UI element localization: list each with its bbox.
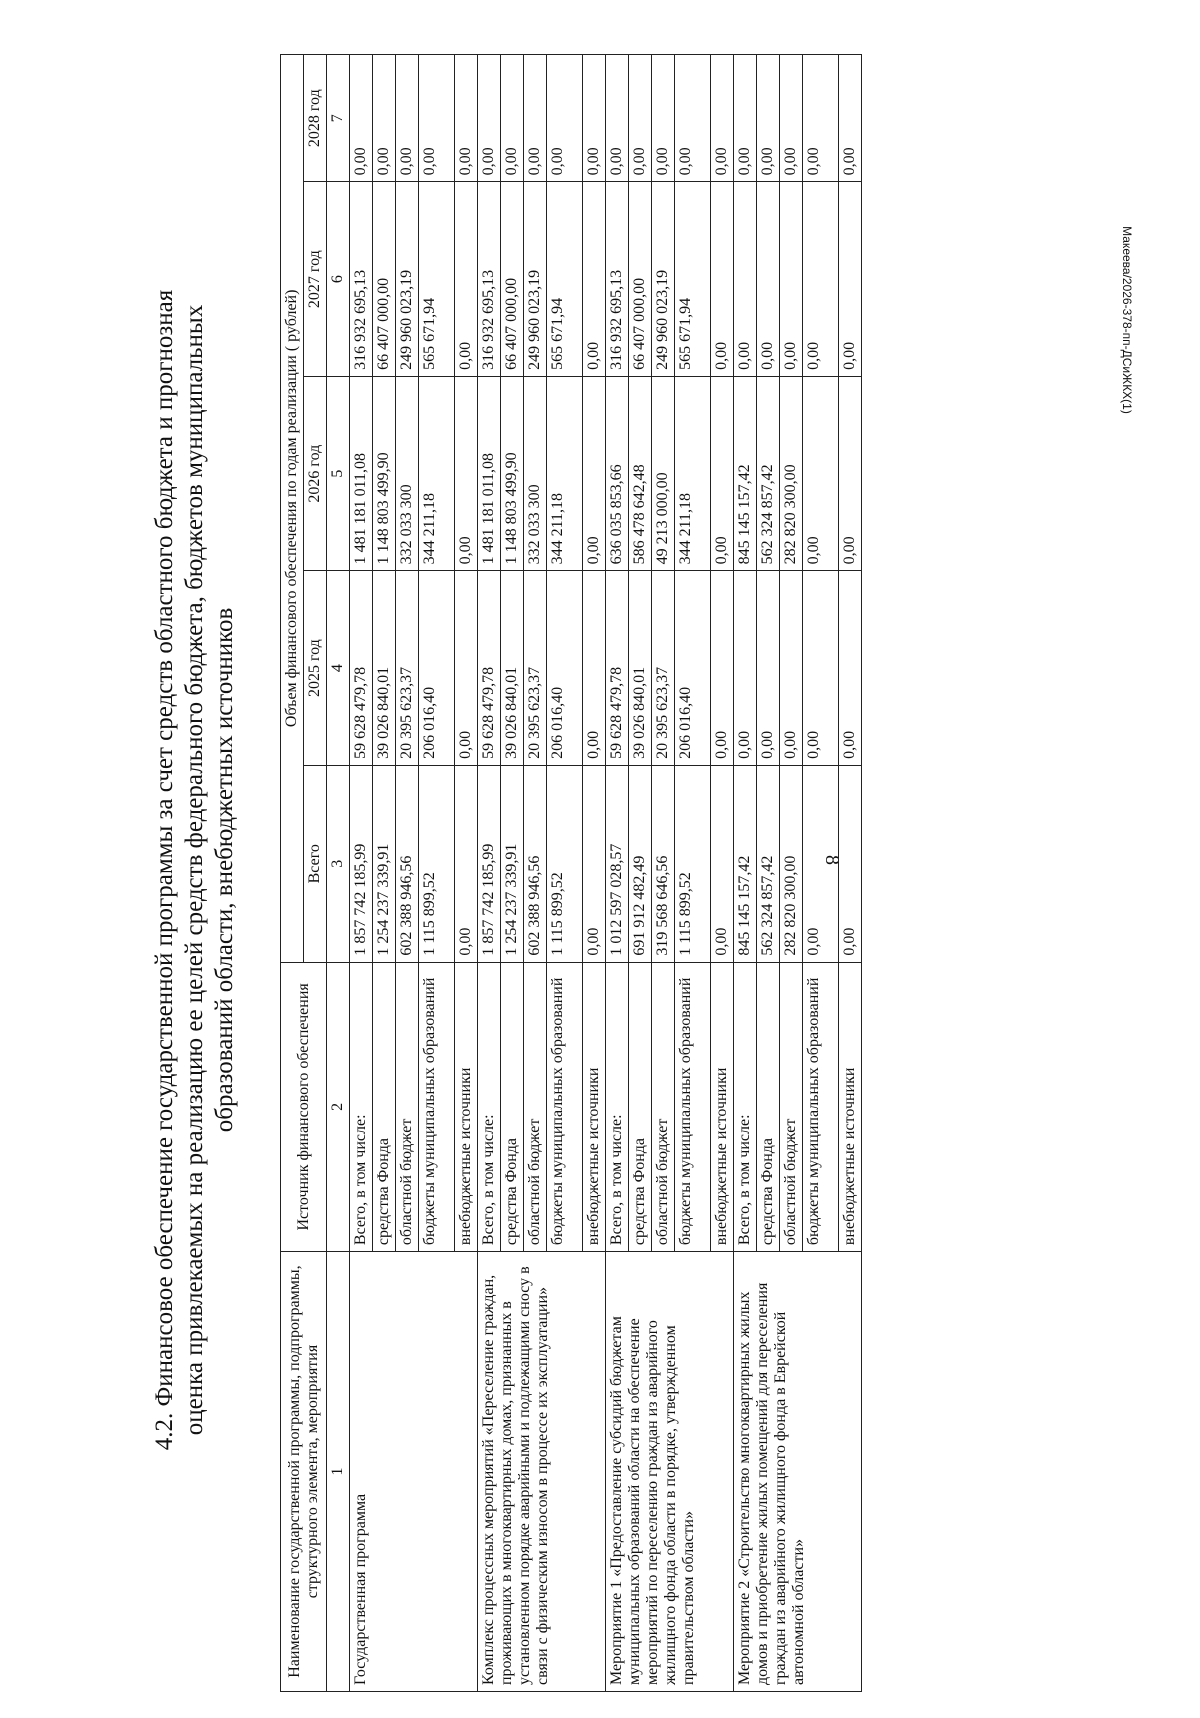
- amount-cell: 1 481 181 011,08: [478, 376, 501, 570]
- amount-cell: 49 213 000,00: [652, 376, 675, 570]
- title-line-2: оценка привлекаемых на реализацию ее целей средств федерального бюджета, бюджетов муниципальных: [181, 304, 208, 1436]
- program-element-name: Мероприятие 2 «Строительство многоквартирных жилых домов и приобретение жилых помещений для переселения граждан из аварийного жилищного фонда в Еврейской автономной области»: [734, 1252, 862, 1692]
- header-2027: 2027 год: [304, 182, 327, 376]
- funding-source: бюджеты муниципальных образований: [419, 962, 455, 1251]
- amount-cell: 59 628 479,78: [350, 571, 373, 765]
- amount-cell: 59 628 479,78: [478, 571, 501, 765]
- amount-cell: 0,00: [675, 55, 711, 182]
- amount-cell: 845 145 157,42: [734, 765, 757, 962]
- amount-cell: 0,00: [350, 55, 373, 182]
- amount-cell: 0,00: [780, 182, 803, 376]
- program-element-name: Государственная программа: [350, 1252, 478, 1692]
- amount-cell: 0,00: [547, 55, 583, 182]
- amount-cell: 0,00: [583, 571, 606, 765]
- column-number: 4: [327, 571, 350, 765]
- amount-cell: 0,00: [839, 376, 862, 570]
- table-body: [350, 55, 862, 1692]
- amount-cell: 0,00: [455, 571, 478, 765]
- amount-cell: 1 148 803 499,90: [373, 376, 396, 570]
- amount-cell: 1 857 742 185,99: [350, 765, 373, 962]
- amount-cell: 0,00: [839, 571, 862, 765]
- amount-cell: 1 254 237 339,91: [373, 765, 396, 962]
- amount-cell: 344 211,18: [419, 376, 455, 570]
- header-2025: 2025 год: [304, 571, 327, 765]
- amount-cell: 1 115 899,52: [675, 765, 711, 962]
- amount-cell: 0,00: [803, 765, 839, 962]
- table-row: [606, 55, 629, 1692]
- funding-source: внебюджетные источники: [839, 962, 862, 1251]
- amount-cell: 249 960 023,19: [396, 182, 419, 376]
- amount-cell: 565 671,94: [675, 182, 711, 376]
- amount-cell: 0,00: [583, 376, 606, 570]
- amount-cell: 0,00: [803, 182, 839, 376]
- amount-cell: 0,00: [734, 571, 757, 765]
- funding-source: областной бюджет: [396, 962, 419, 1251]
- title-line-3: образований области, внебюджетных источников: [211, 607, 238, 1133]
- funding-source: областной бюджет: [780, 962, 803, 1251]
- column-number: 7: [327, 55, 350, 182]
- amount-cell: 0,00: [455, 765, 478, 962]
- header-total: Всего: [304, 765, 327, 962]
- amount-cell: 1 148 803 499,90: [501, 376, 524, 570]
- amount-cell: 66 407 000,00: [629, 182, 652, 376]
- amount-cell: 316 932 695,13: [478, 182, 501, 376]
- amount-cell: 0,00: [757, 55, 780, 182]
- column-number: 6: [327, 182, 350, 376]
- header-2028: 2028 год: [304, 55, 327, 182]
- funding-source: внебюджетные источники: [711, 962, 734, 1251]
- amount-cell: 0,00: [839, 765, 862, 962]
- column-number: 1: [327, 1252, 350, 1692]
- amount-cell: 0,00: [711, 55, 734, 182]
- amount-cell: 20 395 623,37: [524, 571, 547, 765]
- section-title: [150, 40, 280, 1700]
- amount-cell: 66 407 000,00: [501, 182, 524, 376]
- funding-source: Всего, в том числе:: [350, 962, 373, 1251]
- amount-cell: 1 115 899,52: [547, 765, 583, 962]
- amount-cell: 0,00: [780, 571, 803, 765]
- amount-cell: 39 026 840,01: [629, 571, 652, 765]
- amount-cell: 0,00: [606, 55, 629, 182]
- amount-cell: 332 033 300: [524, 376, 547, 570]
- table-row: [350, 55, 373, 1692]
- amount-cell: 0,00: [478, 55, 501, 182]
- amount-cell: 602 388 946,56: [396, 765, 419, 962]
- amount-cell: 0,00: [734, 182, 757, 376]
- table-row: [734, 55, 757, 1692]
- amount-cell: 316 932 695,13: [606, 182, 629, 376]
- funding-source: средства Фонда: [501, 962, 524, 1251]
- funding-source: внебюджетные источники: [455, 962, 478, 1251]
- table-row: [478, 55, 501, 1692]
- funding-source: Всего, в том числе:: [606, 962, 629, 1251]
- funding-source: бюджеты муниципальных образований: [547, 962, 583, 1251]
- amount-cell: 1 012 597 028,57: [606, 765, 629, 962]
- amount-cell: 0,00: [711, 571, 734, 765]
- amount-cell: 0,00: [396, 55, 419, 182]
- amount-cell: 0,00: [629, 55, 652, 182]
- amount-cell: 691 912 482,49: [629, 765, 652, 962]
- program-element-name: Комплекс процессных мероприятий «Переселение граждан, проживающих в многоквартирных домах, признанных в установленном порядке аварийными и подлежащими сносу в связи с физическим износом в процессе их эксплуатации»: [478, 1252, 606, 1692]
- funding-source: областной бюджет: [524, 962, 547, 1251]
- amount-cell: 0,00: [803, 571, 839, 765]
- amount-cell: 0,00: [583, 765, 606, 962]
- funding-source: Всего, в том числе:: [478, 962, 501, 1251]
- amount-cell: 0,00: [757, 571, 780, 765]
- amount-cell: 0,00: [711, 376, 734, 570]
- amount-cell: 0,00: [652, 55, 675, 182]
- financing-table: [280, 54, 862, 1692]
- amount-cell: 586 478 642,48: [629, 376, 652, 570]
- amount-cell: 332 033 300: [396, 376, 419, 570]
- amount-cell: 1 857 742 185,99: [478, 765, 501, 962]
- amount-cell: 0,00: [583, 55, 606, 182]
- amount-cell: 0,00: [711, 182, 734, 376]
- amount-cell: 39 026 840,01: [373, 571, 396, 765]
- amount-cell: 319 568 646,56: [652, 765, 675, 962]
- amount-cell: 0,00: [455, 55, 478, 182]
- amount-cell: 249 960 023,19: [652, 182, 675, 376]
- amount-cell: 1 254 237 339,91: [501, 765, 524, 962]
- column-number-row: [327, 55, 350, 1692]
- amount-cell: 0,00: [734, 55, 757, 182]
- funding-source: средства Фонда: [757, 962, 780, 1251]
- amount-cell: 344 211,18: [675, 376, 711, 570]
- funding-source: областной бюджет: [652, 962, 675, 1251]
- funding-source: средства Фонда: [373, 962, 396, 1251]
- amount-cell: 249 960 023,19: [524, 182, 547, 376]
- amount-cell: 0,00: [780, 55, 803, 182]
- column-number: 3: [327, 765, 350, 962]
- amount-cell: 0,00: [524, 55, 547, 182]
- amount-cell: 20 395 623,37: [652, 571, 675, 765]
- header-name: Наименование государственной программы, подпрограммы, структурного элемента, мероприятия: [281, 1252, 327, 1692]
- amount-cell: 1 115 899,52: [419, 765, 455, 962]
- amount-cell: 562 324 857,42: [757, 765, 780, 962]
- column-number: 5: [327, 376, 350, 570]
- amount-cell: 66 407 000,00: [373, 182, 396, 376]
- amount-cell: 0,00: [419, 55, 455, 182]
- amount-cell: 0,00: [501, 55, 524, 182]
- amount-cell: 0,00: [803, 376, 839, 570]
- amount-cell: 282 820 300,00: [780, 765, 803, 962]
- amount-cell: 0,00: [839, 182, 862, 376]
- amount-cell: 0,00: [455, 182, 478, 376]
- amount-cell: 562 324 857,42: [757, 376, 780, 570]
- footer-document-code: Макеева/2026-378-пп-ДСиЖКХ(1): [1120, 226, 1134, 414]
- amount-cell: 565 671,94: [547, 182, 583, 376]
- amount-cell: 0,00: [839, 55, 862, 182]
- title-line-1: 4.2. Финансовое обеспечение государственной программы за счет средств областного бюджета и прогнозная: [151, 289, 178, 1451]
- rotated-page-content: [150, 40, 1190, 1700]
- funding-source: бюджеты муниципальных образований: [675, 962, 711, 1251]
- funding-source: внебюджетные источники: [583, 962, 606, 1251]
- page-number: 8: [821, 855, 843, 865]
- amount-cell: 0,00: [757, 182, 780, 376]
- amount-cell: 565 671,94: [419, 182, 455, 376]
- amount-cell: 0,00: [373, 55, 396, 182]
- amount-cell: 0,00: [711, 765, 734, 962]
- header-volume: Объем финансового обеспечения по годам реализации ( рублей): [281, 55, 304, 963]
- amount-cell: 636 035 853,66: [606, 376, 629, 570]
- amount-cell: 845 145 157,42: [734, 376, 757, 570]
- program-element-name: Мероприятие 1 «Предоставление субсидий бюджетам муниципальных образований области на обеспечение мероприятий по переселению граждан из аварийного жилищного фонда области в порядке, утвержденном правительством области»: [606, 1252, 734, 1692]
- amount-cell: 0,00: [803, 55, 839, 182]
- amount-cell: 206 016,40: [675, 571, 711, 765]
- amount-cell: 316 932 695,13: [350, 182, 373, 376]
- amount-cell: 344 211,18: [547, 376, 583, 570]
- header-source: Источник финансового обеспечения: [281, 962, 327, 1251]
- amount-cell: 206 016,40: [547, 571, 583, 765]
- financing-table-wrapper: [280, 54, 862, 1692]
- amount-cell: 20 395 623,37: [396, 571, 419, 765]
- amount-cell: 602 388 946,56: [524, 765, 547, 962]
- amount-cell: 0,00: [583, 182, 606, 376]
- amount-cell: 0,00: [455, 376, 478, 570]
- amount-cell: 1 481 181 011,08: [350, 376, 373, 570]
- header-row-1: [281, 55, 304, 1692]
- amount-cell: 39 026 840,01: [501, 571, 524, 765]
- funding-source: средства Фонда: [629, 962, 652, 1251]
- amount-cell: 59 628 479,78: [606, 571, 629, 765]
- amount-cell: 206 016,40: [419, 571, 455, 765]
- header-2026: 2026 год: [304, 376, 327, 570]
- funding-source: Всего, в том числе:: [734, 962, 757, 1251]
- funding-source: бюджеты муниципальных образований: [803, 962, 839, 1251]
- amount-cell: 282 820 300,00: [780, 376, 803, 570]
- column-number: 2: [327, 962, 350, 1251]
